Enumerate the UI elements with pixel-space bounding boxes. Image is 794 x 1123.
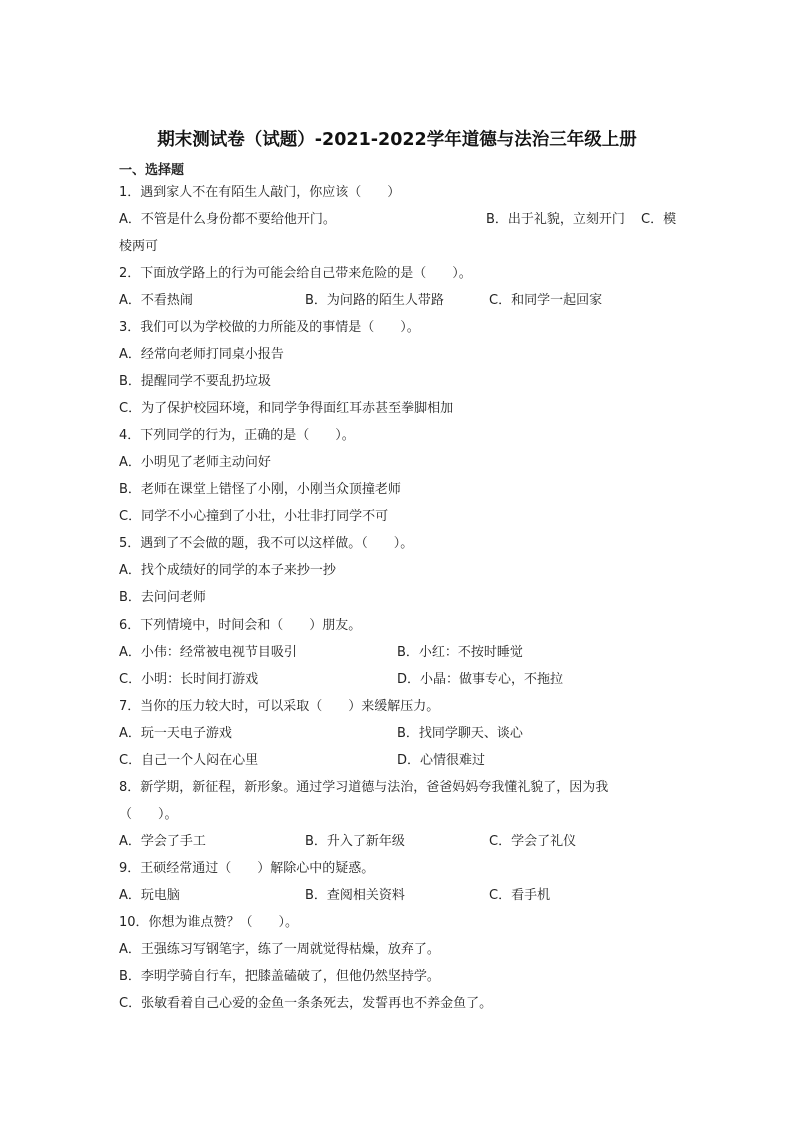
question-9-option-a: A．玩电脑 — [119, 888, 180, 903]
question-8-stem: 8．新学期，新征程，新形象。通过学习道德与法治，爸爸妈妈夸我懂礼貌了，因为我 — [119, 780, 609, 795]
question-2-stem: 2．下面放学路上的行为可能会给自己带来危险的是（ ）。 — [119, 266, 472, 281]
question-8-option-c: C．学会了礼仪 — [489, 834, 577, 849]
question-4-option-b: B．老师在课堂上错怪了小刚，小刚当众顶撞老师 — [119, 482, 401, 497]
question-1-stem: 1．遇到家人不在有陌生人敲门，你应该（ ） — [119, 185, 401, 200]
question-3-stem: 3．我们可以为学校做的力所能及的事情是（ ）。 — [119, 320, 420, 335]
question-4-stem: 4．下列同学的行为，正确的是（ ）。 — [119, 428, 355, 443]
question-7-option-c: C．自己一个人闷在心里 — [119, 753, 259, 768]
question-10-stem: 10．你想为谁点赞？（ ）。 — [119, 915, 299, 930]
question-6-option-a: A．小伟：经常被电视节目吸引 — [119, 645, 297, 660]
question-7-option-a: A．玩一天电子游戏 — [119, 726, 232, 741]
question-2-option-c: C．和同学一起回家 — [489, 293, 603, 308]
question-6-stem: 6．下列情境中，时间会和（ ）朋友。 — [119, 618, 362, 633]
question-6-option-c: C．小明：长时间打游戏 — [119, 672, 259, 687]
question-8-stem-continued: （ ）。 — [119, 807, 178, 822]
question-2-option-a: A．不看热闹 — [119, 293, 193, 308]
page-title: 期末测试卷（试题）-2021-2022学年道德与法治三年级上册 — [157, 130, 637, 150]
question-3-option-a: A．经常向老师打同桌小报告 — [119, 347, 284, 362]
question-2-option-b: B．为问路的陌生人带路 — [305, 293, 444, 308]
question-5-option-b: B．去问问老师 — [119, 590, 206, 605]
question-1-option-c: C．模 — [641, 212, 677, 227]
question-6-option-b: B．小红：不按时睡觉 — [397, 645, 523, 660]
question-10-option-c: C．张敏看着自己心爱的金鱼一条条死去，发誓再也不养金鱼了。 — [119, 996, 493, 1011]
question-1-option-c-continued: 棱两可 — [119, 239, 159, 254]
question-7-option-b: B．找同学聊天、谈心 — [397, 726, 523, 741]
question-4-option-a: A．小明见了老师主动问好 — [119, 455, 271, 470]
question-7-option-d: D．心情很难过 — [397, 753, 486, 768]
question-10-option-a: A．王强练习写钢笔字，练了一周就觉得枯燥，放弃了。 — [119, 942, 440, 957]
question-5-stem: 5．遇到了不会做的题，我不可以这样做。（ ）。 — [119, 536, 414, 551]
question-4-option-c: C．同学不小心撞到了小壮，小壮非打同学不可 — [119, 509, 389, 524]
question-6-option-d: D．小晶：做事专心，不拖拉 — [397, 672, 564, 687]
question-10-option-b: B．李明学骑自行车，把膝盖磕破了，但他仍然坚持学。 — [119, 969, 440, 984]
section-heading: 一、选择题 — [119, 163, 185, 178]
question-5-option-a: A．找个成绩好的同学的本子来抄一抄 — [119, 563, 336, 578]
question-9-option-b: B．查阅相关资料 — [305, 888, 405, 903]
question-8-option-b: B．升入了新年级 — [305, 834, 405, 849]
question-3-option-c: C．为了保护校园环境，和同学争得面红耳赤甚至拳脚相加 — [119, 401, 454, 416]
question-1-option-a: A．不管是什么身份都不要给他开门。 — [119, 212, 336, 227]
question-9-option-c: C．看手机 — [489, 888, 551, 903]
question-8-option-a: A．学会了手工 — [119, 834, 206, 849]
question-1-option-b: B．出于礼貌，立刻开门 — [486, 212, 625, 227]
question-3-option-b: B．提醒同学不要乱扔垃圾 — [119, 374, 271, 389]
question-7-stem: 7．当你的压力较大时，可以采取（ ）来缓解压力。 — [119, 699, 440, 714]
question-9-stem: 9．王硕经常通过（ ）解除心中的疑惑。 — [119, 861, 375, 876]
